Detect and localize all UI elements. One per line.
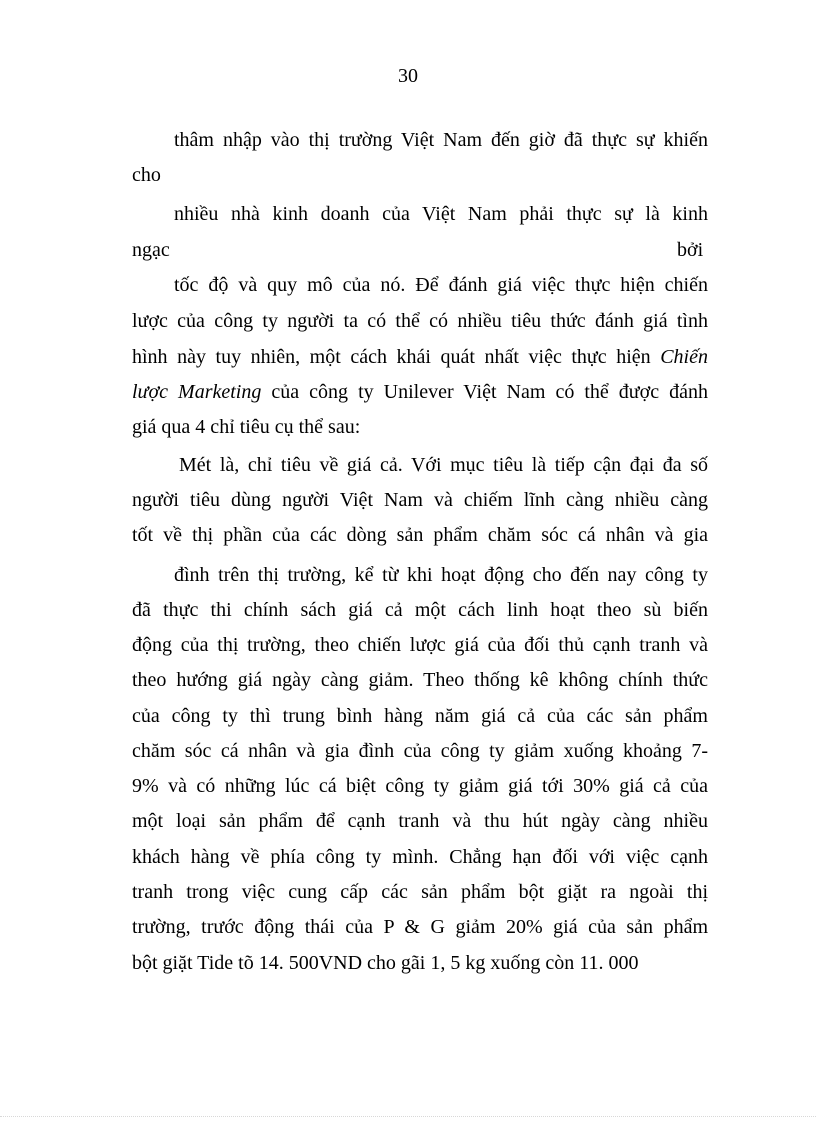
text-line-segment: của công ty Unilever Việt Nam có thể được đánh	[261, 381, 709, 403]
text-line-segment: hình này tuy nhiên, một cách khái quát nhất việc thực hiện	[132, 346, 661, 368]
text-line: giá qua 4 chỉ tiêu cụ thể sau:	[132, 416, 361, 438]
text-line: trường, trước động thái của P & G giảm 20% giá của sản phẩm	[132, 916, 708, 938]
text-line: bởi	[677, 239, 704, 261]
text-line: đình trên thị trường, kể từ khi hoạt động cho đến nay công ty	[174, 564, 708, 586]
page-bottom-divider	[0, 1116, 816, 1117]
text-line: tranh trong việc cung cấp các sản phẩm bột giặt ra ngoài thị	[132, 881, 708, 903]
text-line: của công ty thì trung bình hàng năm giá cả của các sản phẩm	[132, 705, 708, 727]
text-line: bột giặt Tide tõ 14. 500VND cho gãi 1, 5 kg xuống còn 11. 000	[132, 952, 639, 974]
text-line: khách hàng về phía công ty mình. Chẳng hạn đối với việc cạnh	[132, 846, 708, 868]
text-line: tốt về thị phần của các dòng sản phẩm chăm sóc cá nhân và gia	[132, 524, 708, 546]
text-line	[132, 379, 708, 405]
text-line: thâm nhập vào thị trường Việt Nam đến giờ đã thực sự khiến	[174, 129, 708, 151]
text-line: lược của công ty người ta có thể có nhiều tiêu thức đánh giá tình	[132, 310, 708, 332]
page-number: 30	[398, 65, 418, 87]
text-line: nhiều nhà kinh doanh của Việt Nam phải thực sự là kinh	[174, 203, 708, 225]
text-line: theo hướng giá ngày càng giảm. Theo thống kê không chính thức	[132, 669, 708, 691]
text-line: một loại sản phẩm để cạnh tranh và thu hút ngày càng nhiều	[132, 810, 708, 832]
text-line: chăm sóc cá nhân và gia đình của công ty giảm xuống khoảng 7-	[132, 740, 708, 762]
text-line	[132, 344, 708, 370]
text-line: động của thị trường, theo chiến lược giá của đối thủ cạnh tranh và	[132, 634, 708, 656]
text-line: Mét là, chỉ tiêu về giá cả. Với mục tiêu là tiếp cận đại đa số	[179, 454, 708, 476]
text-line: 9% và có những lúc cá biệt công ty giảm giá tới 30% giá cả của	[132, 775, 708, 797]
emphasis-text: Chiến	[660, 346, 708, 368]
text-line: cho	[132, 164, 161, 186]
text-line: ngạc	[132, 239, 170, 261]
text-line: tốc độ và quy mô của nó. Để đánh giá việc thực hiện chiến	[174, 274, 708, 296]
text-line: đã thực thi chính sách giá cả một cách linh hoạt theo sù biến	[132, 599, 708, 621]
text-line: người tiêu dùng người Việt Nam và chiếm lĩnh càng nhiều càng	[132, 489, 708, 511]
emphasis-text: lược Marketing	[132, 381, 262, 403]
